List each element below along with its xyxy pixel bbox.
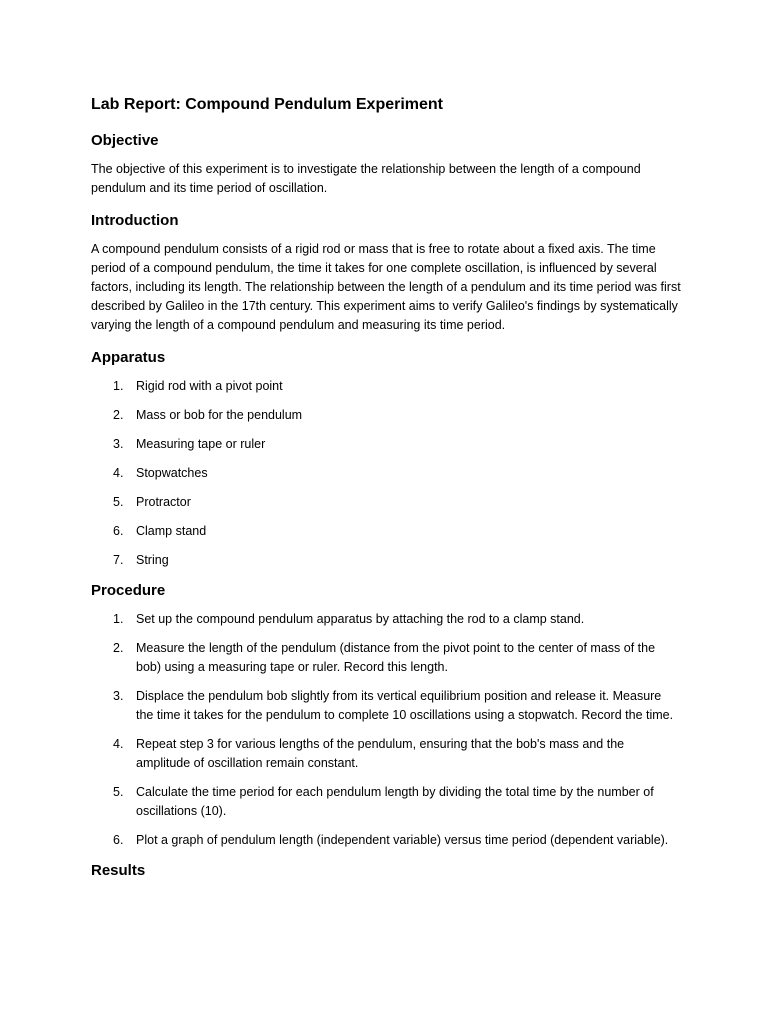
document-body — [91, 94, 681, 890]
list-text: Measuring tape or ruler — [136, 437, 266, 451]
list-item — [91, 464, 681, 483]
list-item — [91, 406, 681, 425]
list-text: Mass or bob for the pendulum — [136, 408, 303, 422]
list-item — [91, 435, 681, 454]
apparatus-section — [91, 347, 681, 570]
list-text: Calculate the time period for each pendulum length by dividing the total time by the number of oscillations (10). — [136, 785, 654, 818]
introduction-section — [91, 210, 681, 335]
list-number: 3. — [113, 689, 124, 703]
list-number: 6. — [113, 833, 124, 847]
list-number: 7. — [113, 553, 124, 567]
list-number: 6. — [113, 524, 124, 538]
list-item — [91, 687, 681, 725]
list-number: 5. — [113, 495, 124, 509]
list-item — [91, 735, 681, 773]
list-text: Protractor — [136, 495, 191, 509]
list-number: 5. — [113, 785, 124, 799]
list-text: Repeat step 3 for various lengths of the pendulum, ensuring that the bob's mass and the amplitude of oscillation remain constant. — [136, 737, 625, 770]
list-number: 2. — [113, 408, 124, 422]
list-item — [91, 551, 681, 570]
list-text: Measure the length of the pendulum (distance from the pivot point to the center of mass of the bob) using a measuring tape or ruler. Record this length. — [136, 641, 656, 674]
objective-heading: Objective — [91, 132, 159, 149]
list-number: 4. — [113, 466, 124, 480]
introduction-text: A compound pendulum consists of a rigid rod or mass that is free to rotate about a fixed axis. The time period of a compound pendulum, the time it takes for one complete oscillation, is influenced by several factors, including its length. The relationship between the length of a pendulum and its time period was first described by Galileo in the 17th century. This experiment aims to verify Galileo's findings by systematically varying the length of a compound pendulum and measuring its time period. — [91, 242, 681, 332]
apparatus-list — [91, 377, 681, 570]
list-text: Plot a graph of pendulum length (independent variable) versus time period (dependent variable). — [136, 833, 669, 847]
list-text: Clamp stand — [136, 524, 207, 538]
list-number: 2. — [113, 641, 124, 655]
list-item — [91, 783, 681, 821]
list-text: Rigid rod with a pivot point — [136, 379, 283, 393]
list-number: 3. — [113, 437, 124, 451]
objective-section — [91, 130, 681, 198]
list-number: 4. — [113, 737, 124, 751]
list-number: 1. — [113, 379, 124, 393]
list-text: Set up the compound pendulum apparatus by attaching the rod to a clamp stand. — [136, 612, 585, 626]
list-text: Displace the pendulum bob slightly from its vertical equilibrium position and release it. Measure the time it takes for the pendulum to complete 10 oscillations using a stopwatch. Record the time. — [136, 689, 674, 722]
list-number: 1. — [113, 612, 124, 626]
list-text: Stopwatches — [136, 466, 208, 480]
list-text: String — [136, 553, 169, 567]
list-item — [91, 831, 681, 850]
list-item — [91, 493, 681, 512]
results-heading: Results — [91, 862, 146, 879]
introduction-heading: Introduction — [91, 212, 179, 229]
list-item — [91, 377, 681, 396]
list-item — [91, 610, 681, 629]
page-title: Lab Report: Compound Pendulum Experiment — [91, 96, 444, 113]
procedure-list — [91, 610, 681, 850]
apparatus-heading: Apparatus — [91, 349, 166, 366]
procedure-section — [91, 580, 681, 850]
objective-text: The objective of this experiment is to investigate the relationship between the length of a compound pendulum and its time period of oscillation. — [91, 162, 641, 195]
procedure-heading: Procedure — [91, 582, 166, 599]
list-item — [91, 522, 681, 541]
results-section — [91, 860, 681, 882]
list-item — [91, 639, 681, 677]
